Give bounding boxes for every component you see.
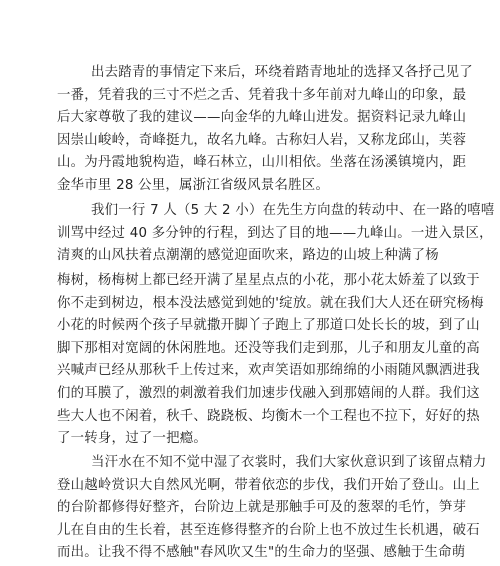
paragraph-line: 当汗水在不知不觉中湿了衣裳时，我们大家伙意识到了该留点精力 [91,455,487,470]
paragraph-line: 山。为丹霞地貌构造，峰石林立，山川相依。坐落在汤溪镇境内，距 [57,155,467,171]
paragraph-line: 兴喊声已经从那秋千上传过来，欢声笑语如那绵绵的小雨随风飘洒进我 [57,363,480,379]
paragraph-line: 梅树，杨梅树上都已经开满了星星点点的小花，那小花太娇羞了以致于 [57,273,480,288]
paragraph-4 [57,452,487,565]
paragraph-line: 了一转身，过了一把瘾。 [57,431,208,447]
paragraph-line: 一番，凭着我的三寸不烂之舌、凭着我十多年前对九峰山的印象，最 [57,87,467,103]
paragraph-line: 因崇山峻岭，奇峰挺九，故名九峰。古称妇人岩，又称龙邱山，芙蓉 [57,132,467,148]
paragraph-line: 登山越岭赏识大自然风光啊，带着依恋的步伐，我们开始了登山。山上 [57,477,480,493]
paragraph-line: 清爽的山风扶着点潮潮的感觉迎面吹来，路边的山坡上种满了杨 [57,248,439,264]
paragraph-line: 金华市里 28 公里，属浙江省级风景名胜区。 [57,177,330,193]
paragraph-line: 我们一行 7 人（5 大 2 小）在先生方向盘的转动中、在一路的嘻嘻 [91,203,495,218]
paragraph-line: 的台阶都修得好整齐，台阶边上就是那触手可及的葱翠的毛竹，笋芽 [57,500,467,516]
paragraph-line: 们的耳膜了，激烈的刺激着我们加速步伐融入到那嬉闹的人群。我们这 [57,385,480,401]
paragraph-line: 后大家尊敬了我的建议——向金华的九峰山进发。据资料记录九峰山 [57,110,467,126]
paragraph-2 [57,200,495,268]
paragraph-1 [57,62,473,198]
paragraph-line: 你不走到树边，根本没法感觉到她的'绽放。就在我们大人还在研究杨梅 [57,295,484,311]
paragraph-3 [57,270,484,451]
paragraph-line: 训骂中经过 40 多分钟的行程，到达了目的地——九峰山。一进入景区， [57,225,493,241]
paragraph-line: 出去踏青的事情定下来后，环绕着踏青地址的选择又各抒己见了 [91,65,473,80]
paragraph-line: 而出。让我不得不感触"春风吹又生"的生命力的坚强、感触于生命萌 [57,545,466,561]
paragraph-line: 儿在自由的生长着，甚至连修得整齐的台阶上也不放过生长机遇，破石 [57,522,480,538]
paragraph-line: 些大人也不闲着，秋千、跷跷板、均衡木一个工程也不拉下，好好的热 [57,408,480,424]
paragraph-line: 脚下那相对宽阔的休闲胜地。还没等我们走到那，儿子和朋友儿童的高 [57,340,480,356]
paragraph-line: 小花的时候两个孩子早就撒开脚丫子跑上了那道口处长长的坡，到了山 [57,318,480,334]
